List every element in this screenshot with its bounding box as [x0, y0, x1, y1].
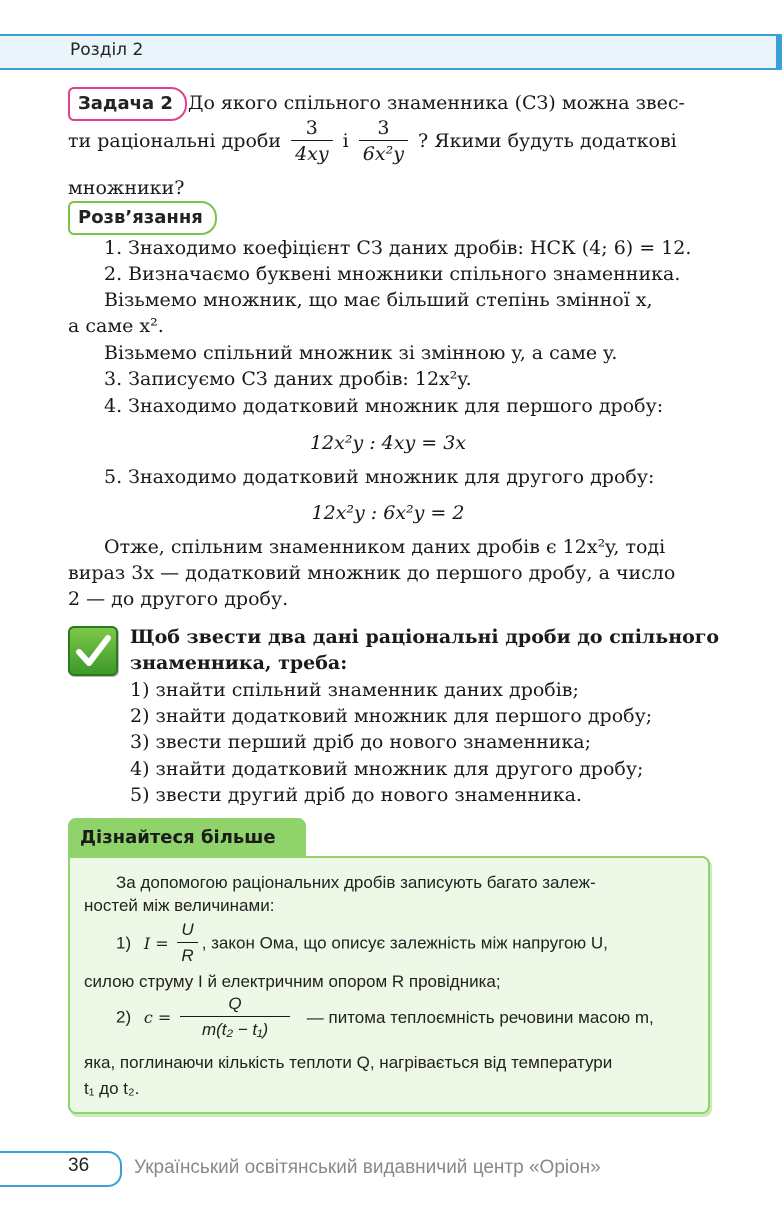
- fraction-1-denominator: 4xy: [295, 143, 329, 165]
- conclusion-line-3: 2 — до другого дробу.: [68, 588, 289, 610]
- solution-step-1: 1. Знаходимо коефіцієнт СЗ даних дробів: НСК (4; 6) = 12.: [104, 237, 692, 259]
- ohm-fraction: [177, 918, 197, 969]
- task-line-2: [68, 116, 708, 172]
- equation-2: 12x²y : 6x²y = 2: [311, 502, 465, 524]
- item-2-number: 2): [116, 1007, 132, 1027]
- section-title: Розділ 2: [70, 40, 144, 60]
- solution-tag: Розв’язання: [68, 201, 217, 235]
- item-2-text: — питома теплоємність речовини масою m,: [306, 1007, 654, 1027]
- learn-more-para-1a: За допомогою раціональних дробів записують багато залеж-: [116, 873, 596, 892]
- heat-fraction: [180, 992, 290, 1043]
- learn-more-item-1: [116, 918, 608, 972]
- rule-item: 3) звести перший дріб до нового знаменника;: [130, 731, 592, 753]
- conclusion-line-2: вираз 3x — додатковий множник до першого дробу, а число: [68, 562, 676, 584]
- task-line-2-post: ? Якими будуть додаткові: [418, 130, 677, 152]
- item-1-lhs: I =: [143, 933, 169, 953]
- ohm-denominator: R: [181, 946, 194, 965]
- conclusion-line-1: Отже, спільним знаменником даних дробів є 12x²y, тоді: [104, 536, 666, 558]
- task-tag: Задача 2: [68, 87, 187, 121]
- learn-more-tab: Дізнайтеся більше: [68, 818, 306, 856]
- learn-more-item-1b: силою струму I й електричним опором R провідника;: [84, 972, 501, 991]
- learn-more-item-2b: яка, поглинаючи кількість теплоти Q, нагрівається від температури: [84, 1053, 613, 1072]
- fraction-1: [291, 116, 333, 167]
- rule-title-2: знаменника, треба:: [130, 652, 348, 674]
- solution-step-2b: а саме x².: [68, 315, 164, 337]
- solution-step-2c: Візьмемо спільний множник зі змінною y, а саме y.: [104, 342, 618, 364]
- task-line-3: множники?: [68, 177, 185, 199]
- rule-item: 1) знайти спільний знаменник даних дробів;: [130, 679, 579, 701]
- heat-numerator: Q: [180, 992, 290, 1017]
- solution-step-3: 3. Записуємо СЗ даних дробів: 12x²y.: [104, 368, 472, 390]
- item-2-lhs: c =: [143, 1007, 172, 1027]
- item-1-text: , закон Ома, що описує залежність між напругою U,: [201, 933, 608, 953]
- page-number: 36: [68, 1155, 90, 1176]
- solution-step-5: 5. Знаходимо додатковий множник для другого дробу:: [104, 466, 655, 488]
- footer-page-tab: [0, 1151, 122, 1187]
- rule-item: 5) звести другий дріб до нового знаменника.: [130, 784, 582, 806]
- item-1-number: 1): [116, 933, 132, 953]
- learn-more-item-2c: t₁ до t₂.: [84, 1079, 140, 1098]
- learn-more-item-2: [116, 992, 654, 1048]
- solution-step-4: 4. Знаходимо додатковий множник для першого дробу:: [104, 395, 664, 417]
- solution-step-2a: Візьмемо множник, що має більший степінь змінної x,: [104, 289, 653, 311]
- fraction-2-denominator: 6x²y: [362, 143, 404, 165]
- task-conj: і: [342, 130, 349, 152]
- checkmark-icon: [68, 626, 118, 676]
- fraction-1-numerator: 3: [291, 116, 333, 141]
- heat-denominator: m(t₂ − t₁): [201, 1020, 269, 1039]
- task-line-2-pre: ти раціональні дроби: [68, 130, 282, 152]
- learn-more-para-1b: ностей між величинами:: [84, 896, 275, 915]
- ohm-numerator: U: [177, 918, 197, 943]
- rule-item: 2) знайти додатковий множник для першого дробу;: [130, 705, 653, 727]
- rule-title-1: Щоб звести два дані раціональні дроби до спільного: [130, 626, 720, 648]
- equation-1: 12x²y : 4xy = 3x: [309, 432, 467, 454]
- fraction-2: [359, 116, 408, 167]
- fraction-2-numerator: 3: [359, 116, 408, 141]
- task-line-1: До якого спільного знаменника (СЗ) можна звес-: [188, 92, 685, 114]
- rule-item: 4) знайти додатковий множник для другого дробу;: [130, 758, 644, 780]
- solution-step-2: 2. Визначаємо буквені множники спільного знаменника.: [104, 263, 681, 285]
- publisher: Український освітянський видавничий центр «Оріон»: [134, 1157, 601, 1178]
